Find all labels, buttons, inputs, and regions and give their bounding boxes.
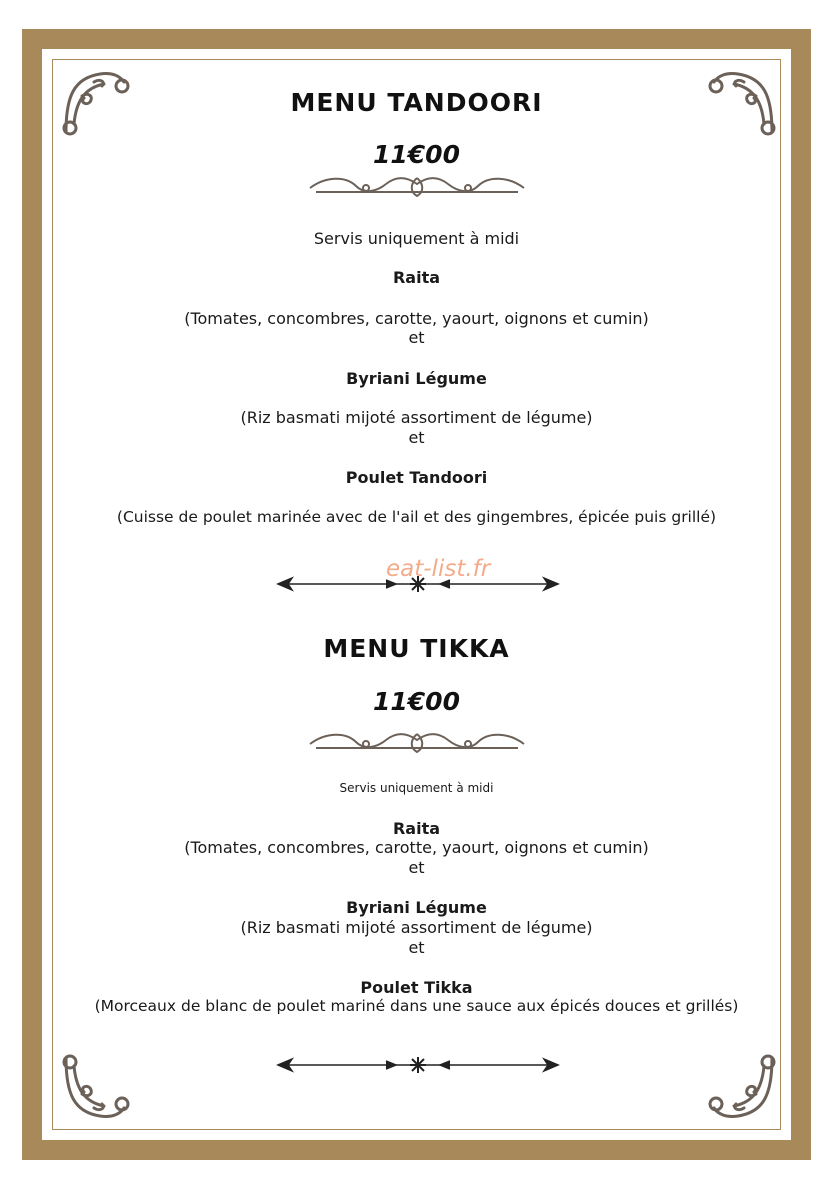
dish-description: (Morceaux de blanc de poulet mariné dans une sauce aux épicés douces et grillés)	[94, 997, 739, 1015]
dish-name: Poulet Tikka	[360, 978, 473, 997]
watermark: eat-list.fr	[386, 556, 491, 582]
arrow-divider-icon	[276, 1053, 560, 1077]
dish-name: Raita	[392, 268, 441, 287]
dish-name: Byriani Légume	[346, 369, 487, 388]
menu-price: 11€00	[373, 140, 460, 169]
corner-ornament-icon	[60, 1052, 132, 1124]
connector-text: et	[408, 938, 425, 957]
dish-name: Poulet Tandoori	[345, 468, 488, 487]
connector-text: et	[408, 428, 425, 447]
dish-description: (Riz basmati mijoté assortiment de légume)	[240, 918, 593, 937]
dish-name: Raita	[392, 819, 441, 838]
corner-ornament-icon	[706, 1052, 778, 1124]
connector-text: et	[408, 328, 425, 347]
scroll-flourish-icon	[306, 728, 528, 756]
connector-text: et	[408, 858, 425, 877]
service-note: Servis uniquement à midi	[313, 229, 520, 248]
dish-description: (Cuisse de poulet marinée avec de l'ail et des gingembres, épicée puis grillé)	[116, 508, 717, 526]
dish-name: Byriani Légume	[346, 898, 487, 917]
dish-description: (Tomates, concombres, carotte, yaourt, oignons et cumin)	[184, 309, 649, 328]
dish-description: (Tomates, concombres, carotte, yaourt, oignons et cumin)	[184, 838, 649, 857]
menu-price: 11€00	[373, 687, 460, 716]
service-note: Servis uniquement à midi	[339, 781, 494, 795]
menu-title: MENU TANDOORI	[290, 88, 543, 117]
menu-title: MENU TIKKA	[323, 634, 510, 663]
scroll-flourish-icon	[306, 172, 528, 200]
dish-description: (Riz basmati mijoté assortiment de légume)	[240, 408, 593, 427]
